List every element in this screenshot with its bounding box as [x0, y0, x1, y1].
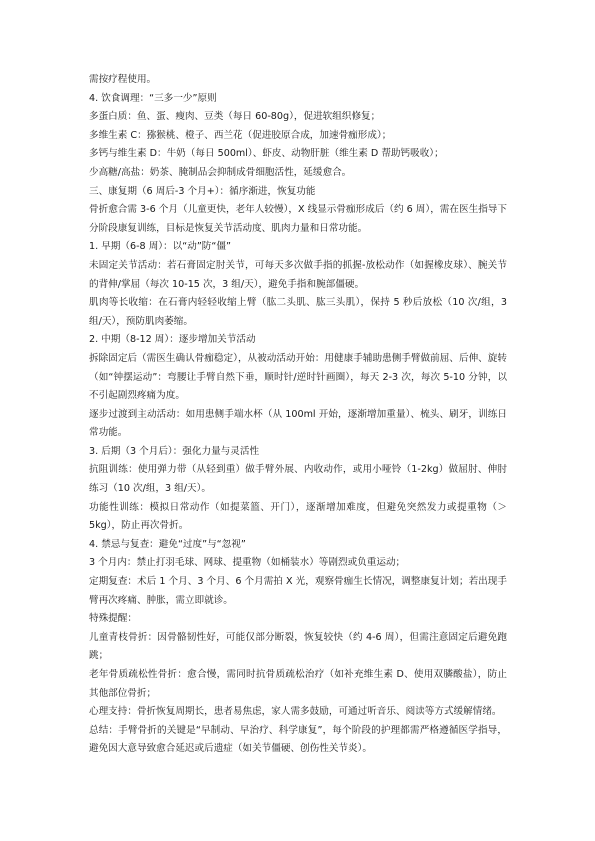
text-line: 多蛋白质：鱼、蛋、瘦肉、豆类（每日 60-80g），促进软组织修复；	[89, 111, 381, 123]
summary-paragraph: 总结：手臂骨折的关键是“早制动、早治疗、科学康复”，每个阶段的护理都需严格遵循医学指导，避免因大意导致愈合延迟或后遗症（如关节僵硬、创伤性关节炎）。	[89, 724, 507, 755]
text-line: 少高糖/高盐：奶茶、腌制品会抑制成骨细胞活性，延缓愈合。	[89, 166, 352, 178]
text-paragraph: 拆除固定后（需医生确认骨痂稳定），从被动活动开始：用健康手辅助患侧手臂做前屈、后伸、旋转（如“钟摆运动”：弯腰让手臂自然下垂，顺时针/逆时针画圈），每天 2-3 次，每次 5-10 分钟，以不引起剧烈疼痛为度。	[89, 352, 507, 402]
text-paragraph: 骨折愈合需 3-6 个月（儿童更快，老年人较慢），X 线显示骨痂形成后（约 6 周），需在医生指导下分阶段康复训练，目标是恢复关节活动度、肌肉力量和日常功能。	[89, 204, 507, 234]
section-heading: 特殊提醒：	[89, 613, 137, 625]
section-heading: 1. 早期（6-8 周）：以“动”防“僵”	[89, 241, 231, 253]
text-paragraph: 儿童青枝骨折：因骨骼韧性好，可能仅部分断裂，恢复较快（约 4-6 周），但需注意固定后避免跑跳；	[89, 631, 507, 662]
text-line: 多维生素 C：猕猴桃、橙子、西兰花（促进胶原合成，加速骨痂形成）；	[89, 129, 392, 141]
text-paragraph: 未固定关节活动：若石膏固定肘关节，可每天多次做手指的抓握-放松动作（如握橡皮球）、腕关节的背伸/掌屈（每次 10-15 次，3 组/天），避免手指和腕部僵硬。	[89, 259, 507, 290]
document-body	[89, 71, 507, 759]
text-paragraph: 老年骨质疏松性骨折：愈合慢，需同时抗骨质疏松治疗（如补充维生素 D、使用双膦酸盐），防止其他部位骨折；	[89, 669, 507, 699]
text-line: 多钙与维生素 D：牛奶（每日 500ml）、虾皮、动物肝脏（维生素 D 帮助钙吸收）；	[89, 148, 444, 160]
text-paragraph: 功能性训练：模拟日常动作（如提菜篮、开门），逐渐增加难度，但避免突然发力或提重物（＞5kg），防止再次骨折。	[89, 501, 507, 532]
text-line: 3 个月内：禁止打羽毛球、网球、提重物（如桶装水）等剧烈或负重运动；	[89, 557, 406, 569]
text-paragraph: 心理支持：骨折恢复周期长，患者易焦虑，家人需多鼓励，可通过听音乐、阅读等方式缓解情绪。	[89, 706, 502, 718]
text-paragraph: 肌肉等长收缩：在石膏内轻轻收缩上臂（肱二头肌、肱三头肌），保持 5 秒后放松（10 次/组，3 组/天），预防肌肉萎缩。	[89, 297, 507, 327]
section-heading: 2. 中期（8-12 周）：逐步增加关节活动	[89, 334, 256, 346]
section-heading: 三、康复期（6 周后-3 个月+）：循序渐进，恢复功能	[89, 185, 316, 197]
section-heading: 4. 禁忌与复查：避免“过度”与“忽视”	[89, 538, 246, 550]
text-paragraph: 逐步过渡到主动活动：如用患侧手端水杯（从 100ml 开始，逐渐增加重量）、梳头、刷牙，训练日常功能。	[89, 408, 507, 439]
text-line: 需按疗程使用。	[89, 74, 157, 85]
section-heading: 3. 后期（3 个月后）：强化力量与灵活性	[89, 445, 260, 457]
section-heading: 4. 饮食调理：“三多一少”原则	[89, 92, 217, 104]
text-paragraph: 抗阻训练：使用弹力带（从轻到重）做手臂外展、内收动作，或用小哑铃（1-2kg）做屈肘、伸肘练习（10 次/组，3 组/天）。	[89, 464, 507, 495]
text-paragraph: 定期复查：术后 1 个月、3 个月、6 个月需拍 X 光，观察骨痂生长情况，调整康复计划；若出现手臂再次疼痛、肿胀，需立即就诊。	[89, 576, 507, 606]
